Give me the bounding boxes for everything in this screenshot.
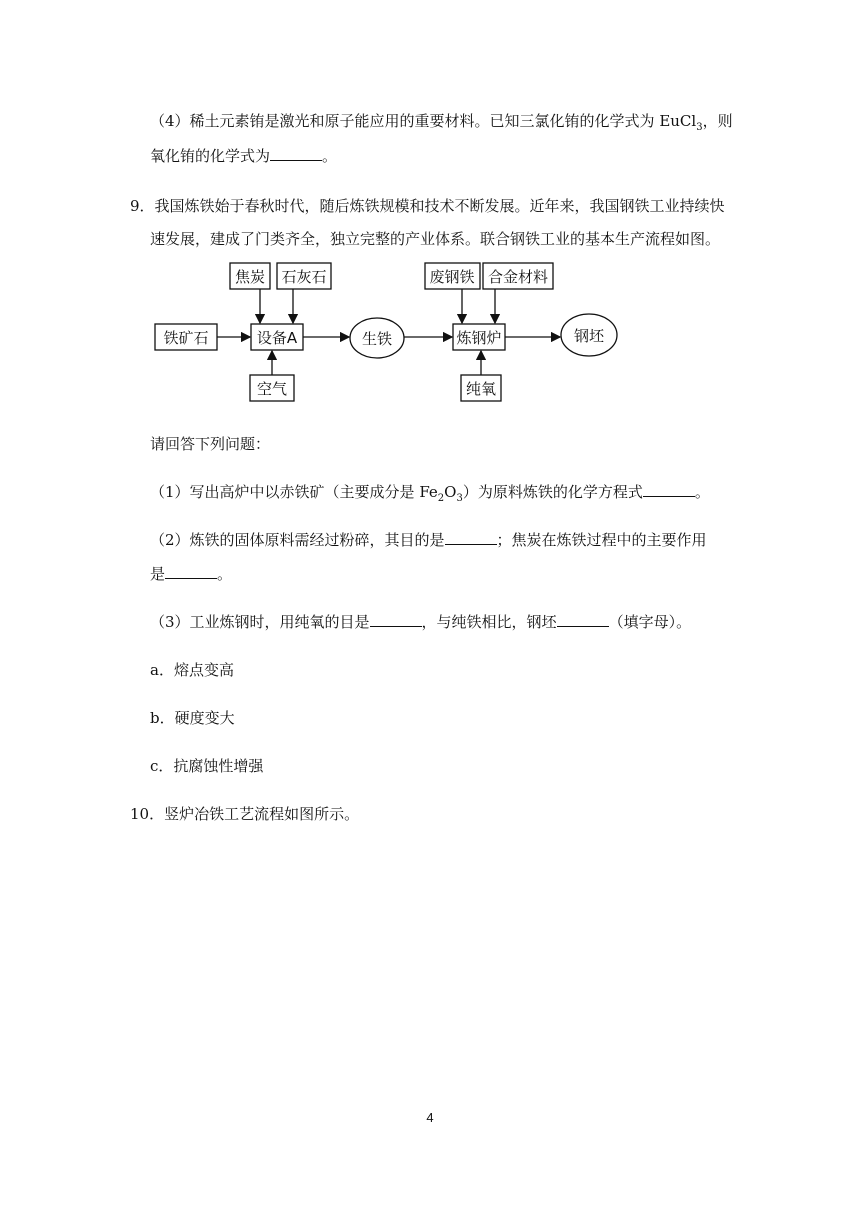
q9-option-a: a．熔点变高 (150, 661, 234, 679)
q8-4-line1: （4）稀土元素铕是激光和原子能应用的重要材料。已知三氯化铕的化学式为 EuCl$_3$，则 (150, 112, 733, 133)
pig-iron-label: 生铁 (361, 330, 393, 348)
limestone-label: 石灰石 (281, 268, 327, 286)
alloy-label: 合金材料 (487, 268, 549, 286)
answer-blank[interactable] (165, 564, 217, 579)
answer-blank[interactable] (643, 482, 695, 497)
scrap-steel-label: 废钢铁 (429, 268, 475, 286)
q9-sub2-line2: 是 。 (150, 565, 233, 583)
oxygen-label: 纯氧 (465, 380, 497, 398)
q9-sub3: （3）工业炼钢时，用纯氧的目是 ，与纯铁相比，钢坯 （填字母）。 (150, 613, 692, 631)
billet-label: 钢坯 (573, 327, 605, 345)
answer-blank[interactable] (370, 612, 422, 627)
furnace-label: 炼钢炉 (456, 329, 502, 347)
q10-stem: 10．竖炉冶铁工艺流程如图所示。 (130, 805, 360, 823)
q9-sub1: （1）写出高炉中以赤铁矿（主要成分是 $Fe_2O_3$）为原料炼铁的化学方程式 。 (150, 483, 710, 504)
q9-option-c: c．抗腐蚀性增强 (150, 757, 264, 775)
answer-blank[interactable] (270, 146, 322, 161)
q8-4-line2: 氧化铕的化学式为 。 (150, 147, 338, 165)
q9-stem-line2: 速发展，建成了门类齐全，独立完整的产业体系。联合钢铁工业的基本生产流程如图。 (150, 230, 721, 248)
page-number: 4 (426, 1110, 434, 1125)
equipment-a-label: 设备A (256, 329, 298, 347)
q9-stem-line1: 9．我国炼铁始于春秋时代，随后炼铁规模和技术不断发展。近年来，我国钢铁工业持续快 (130, 197, 725, 215)
coke-label: 焦炭 (234, 268, 266, 286)
q9-sub2-line1: （2）炼铁的固体原料需经过粉碎，其目的是 ；焦炭在炼铁过程中的主要作用 (150, 531, 707, 549)
steel-production-flow-diagram (150, 258, 630, 408)
q9-prompt: 请回答下列问题： (150, 435, 271, 453)
iron-ore-label: 铁矿石 (163, 329, 209, 347)
q9-option-b: b．硬度变大 (150, 709, 235, 727)
answer-blank[interactable] (557, 612, 609, 627)
air-label: 空气 (256, 380, 288, 398)
answer-blank[interactable] (445, 530, 497, 545)
